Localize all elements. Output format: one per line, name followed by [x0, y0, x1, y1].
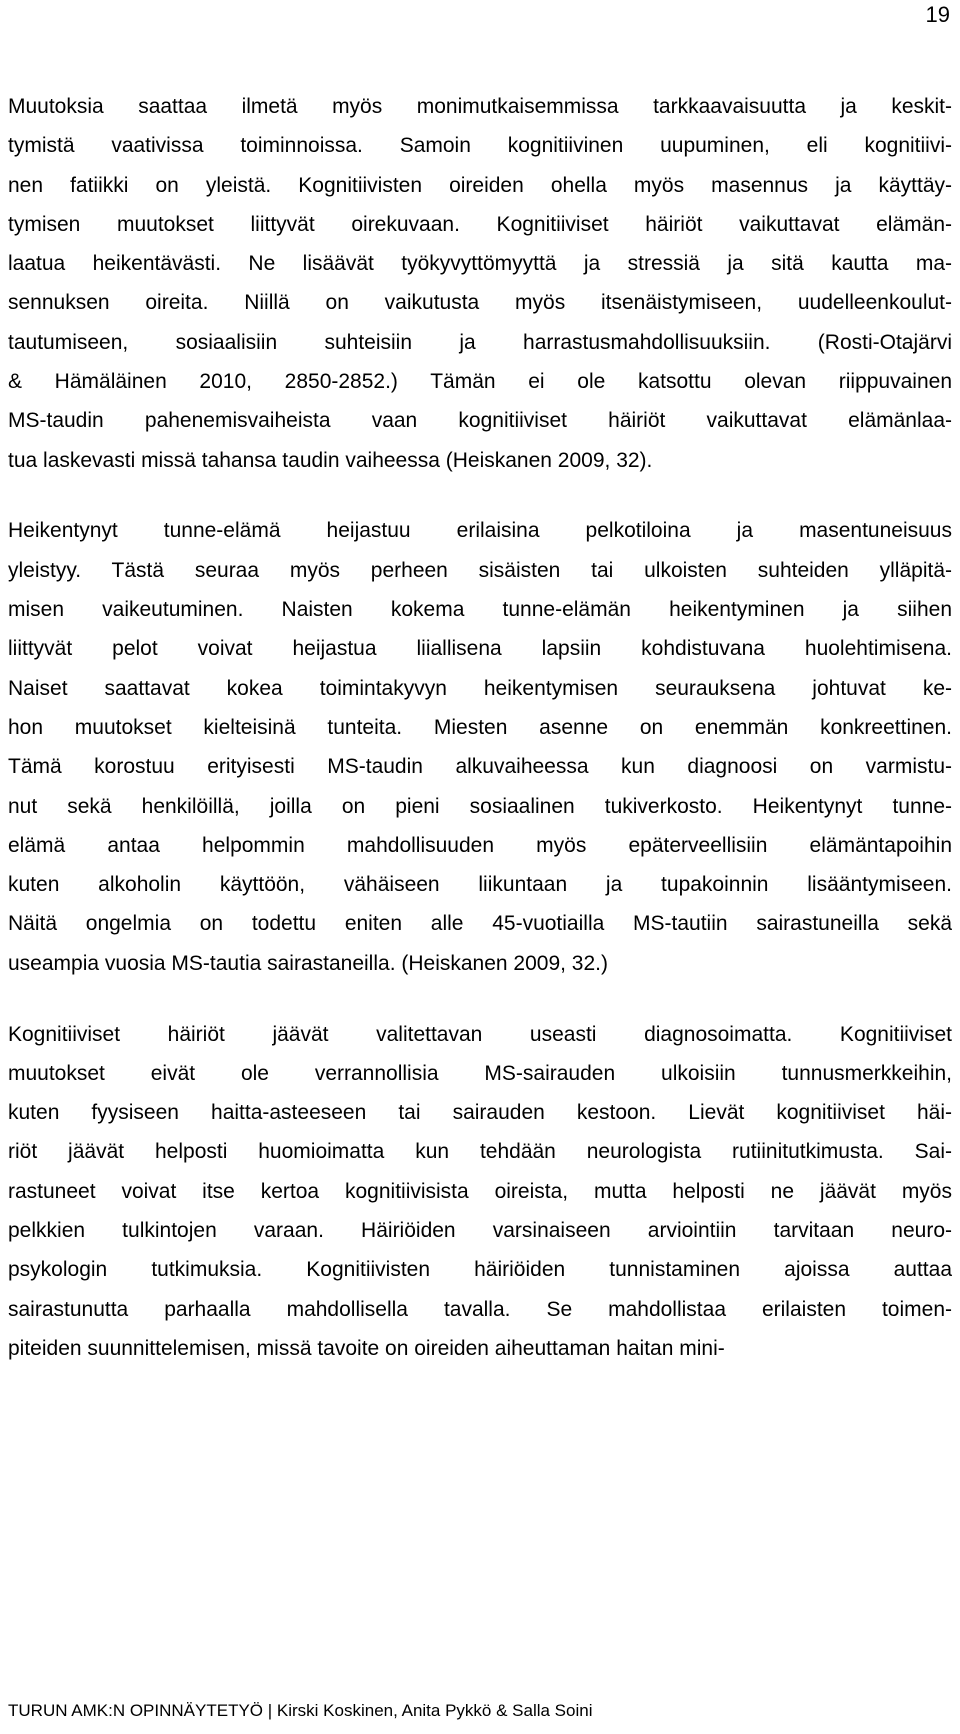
- document-body: [8, 87, 952, 1368]
- footer: TURUN AMK:N OPINNÄYTETYÖ | Kirski Koskinen, Anita Pykkö & Salla Soini: [8, 1701, 593, 1720]
- text-line: & Hämäläinen 2010, 2850-2852.) Tämän ei ole katsottu olevan riippuvainen: [8, 370, 952, 394]
- text-line: sennuksen oireita. Niillä on vaikutusta myös itsenäistymiseen, uudelleenkoulut-: [8, 291, 952, 315]
- text-line: MS-taudin pahenemisvaiheista vaan kognitiiviset häiriöt vaikuttavat elämänlaa-: [8, 409, 952, 433]
- text-line: liittyvät pelot voivat heijastua liiallisena lapsiin kohdistuvana huolehtimisena.: [8, 637, 952, 661]
- text-line: nen fatiikki on yleistä. Kognitiivisten oireiden ohella myös masennus ja käyttäy-: [8, 173, 952, 197]
- text-line: rastuneet voivat itse kertoa kognitiivisista oireista, mutta helposti ne jäävät myös: [8, 1179, 952, 1203]
- paragraph-2: [8, 511, 952, 983]
- text-line: psykologin tutkimuksia. Kognitiivisten häiriöiden tunnistaminen ajoissa auttaa: [8, 1258, 952, 1282]
- text-line: tua laskevasti missä tahansa taudin vaiheessa (Heiskanen 2009, 32).: [8, 448, 653, 472]
- text-line: tautumiseen, sosiaalisiin suhteisiin ja harrastusmahdollisuuksiin. (Rosti-Otajärvi: [8, 330, 952, 354]
- text-line: piteiden suunnittelemisen, missä tavoite on oireiden aiheuttaman haitan mini-: [8, 1336, 725, 1360]
- text-line: useampia vuosia MS-tautia sairastaneilla. (Heiskanen 2009, 32.): [8, 951, 608, 975]
- paragraph-1: [8, 87, 952, 480]
- text-line: muutokset eivät ole verrannollisia MS-sairauden ulkoisiin tunnusmerkkeihin,: [8, 1061, 952, 1085]
- text-line: hon muutokset kielteisinä tunteita. Miesten asenne on enemmän konkreettinen.: [8, 715, 952, 739]
- text-line: Naiset saattavat kokea toimintakyvyn heikentymisen seurauksena johtuvat ke-: [8, 676, 952, 700]
- text-line: kuten fyysiseen haitta-asteeseen tai sairauden kestoon. Lievät kognitiiviset häi-: [8, 1101, 952, 1125]
- text-line: Muutoksia saattaa ilmetä myös monimutkaisemmissa tarkkaavaisuutta ja keskit-: [8, 95, 952, 118]
- text-line: laatua heikentävästi. Ne lisäävät työkyvyttömyyttä ja stressiä ja sitä kautta ma-: [8, 252, 952, 276]
- text-line: Näitä ongelmia on todettu eniten alle 45-vuotiailla MS-tautiin sairastuneilla sekä: [8, 912, 952, 936]
- text-line: yleistyy. Tästä seuraa myös perheen sisäisten tai ulkoisten suhteiden ylläpitä-: [8, 558, 952, 582]
- text-line: tymisen muutokset liittyvät oirekuvaan. Kognitiiviset häiriöt vaikuttavat elämän-: [8, 212, 952, 236]
- paragraph-3: [8, 1015, 952, 1369]
- text-line: sairastunutta parhaalla mahdollisella tavalla. Se mahdollistaa erilaisten toimen-: [8, 1297, 952, 1321]
- text-line: pelkkien tulkintojen varaan. Häiriöiden varsinaiseen arviointiin tarvitaan neuro-: [8, 1219, 952, 1243]
- text-line: riöt jäävät helposti huomioimatta kun tehdään neurologista rutiinitutkimusta. Sai-: [8, 1140, 952, 1164]
- text-line: kuten alkoholin käyttöön, vähäiseen liikuntaan ja tupakoinnin lisääntymiseen.: [8, 873, 952, 897]
- text-line: elämä antaa helpommin mahdollisuuden myös epäterveellisiin elämäntapoihin: [8, 833, 952, 857]
- text-line: Tämä korostuu erityisesti MS-taudin alkuvaiheessa kun diagnoosi on varmistu-: [8, 755, 952, 779]
- text-line: Kognitiiviset häiriöt jäävät valitettavan useasti diagnosoimatta. Kognitiiviset: [8, 1022, 952, 1046]
- text-line: misen vaikeutuminen. Naisten kokema tunne-elämän heikentyminen ja siihen: [8, 598, 952, 622]
- text-line: Heikentynyt tunne-elämä heijastuu erilaisina pelkotiloina ja masentuneisuus: [8, 519, 952, 543]
- text-line: tymistä vaativissa toiminnoissa. Samoin kognitiivinen uupuminen, eli kognitiivi-: [8, 134, 952, 158]
- text-line: nut sekä henkilöillä, joilla on pieni sosiaalinen tukiverkosto. Heikentynyt tunne-: [8, 794, 952, 818]
- page-number: 19: [925, 2, 950, 27]
